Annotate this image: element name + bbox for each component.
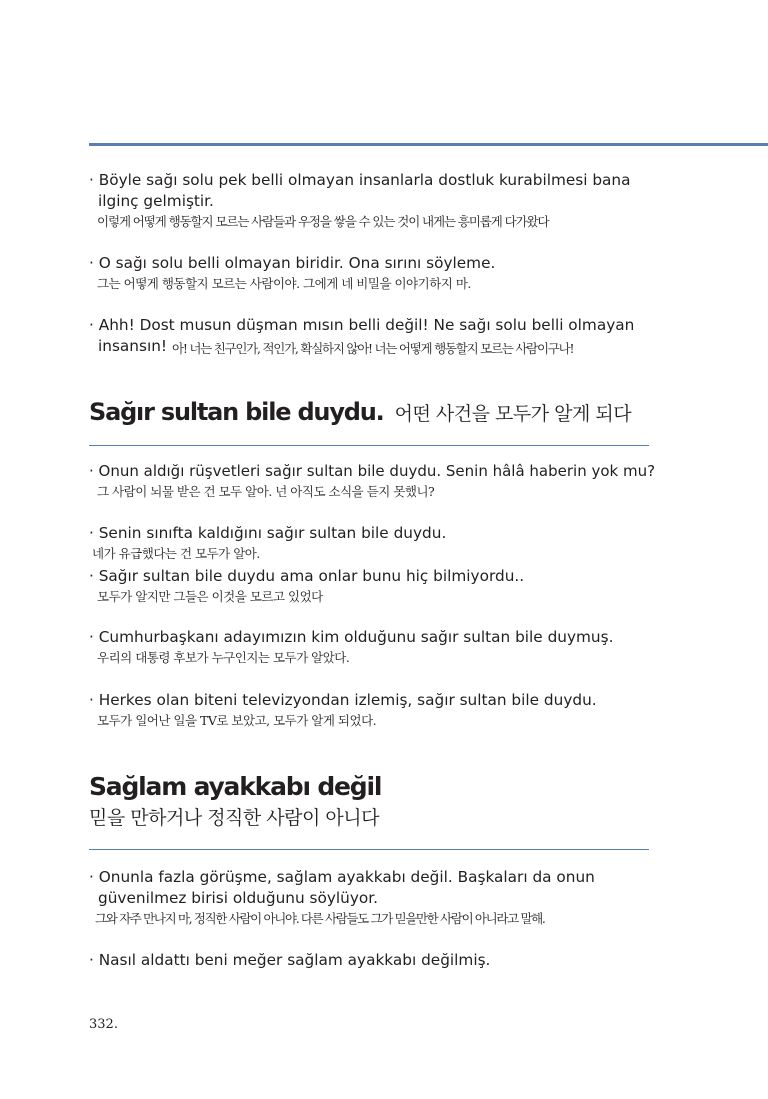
page-number: 332.	[89, 1017, 118, 1032]
example-10	[89, 950, 659, 971]
example-korean: 이렇게 어떻게 행동할지 모르는 사람들과 우정을 쌓을 수 있는 것이 내게는 흥미롭게 다가왔다	[97, 214, 549, 229]
example-6	[89, 566, 659, 606]
section-heading	[89, 398, 631, 426]
example-turkish: · Sağır sultan bile duydu ama onlar bunu hiç bilmiyordu..	[89, 567, 525, 585]
example-5	[89, 523, 659, 563]
example-korean: 모두가 일어난 일을 TV로 보았고, 모두가 알게 되었다.	[97, 713, 377, 728]
example-korean: 우리의 대통령 후보가 누구인지는 모두가 알았다.	[97, 650, 350, 665]
example-turkish: · Onun aldığı rüşvetleri sağır sultan bile duydu. Senin hâlâ haberin yok mu?	[89, 462, 656, 480]
example-9	[89, 867, 629, 928]
example-korean: 모두가 알지만 그들은 이것을 모르고 있었다	[97, 589, 323, 604]
example-korean: 그 사람이 뇌물 받은 건 모두 알아. 넌 아직도 소식을 듣지 못했니?	[97, 484, 435, 499]
example-8	[89, 690, 659, 730]
top-rule	[89, 143, 768, 146]
example-turkish: · Cumhurbaşkanı adayımızın kim olduğunu sağır sultan bile duymuş.	[89, 628, 614, 646]
example-turkish: · Herkes olan biteni televizyondan izlemiş, sağır sultan bile duydu.	[89, 691, 597, 709]
example-turkish: · Ahh! Dost musun düşman mısın belli değil! Ne sağı solu belli olmayan insansın!	[89, 316, 635, 355]
example-turkish: · O sağı solu belli olmayan biridir. Ona sırını söyleme.	[89, 254, 496, 272]
example-korean: 아! 너는 친구인가, 적인가, 확실하지 않아! 너는 어떻게 행동할지 모르는 사람이구나!	[172, 341, 574, 356]
example-7	[89, 627, 659, 667]
example-2	[89, 253, 659, 293]
section-rule	[89, 445, 649, 446]
example-korean: 그와 자주 만나지 마, 정직한 사람이 아니야. 다른 사람들도 그가 믿을만한 사람이 아니라고 말해.	[95, 911, 545, 926]
example-turkish: · Senin sınıfta kaldığını sağır sultan bile duydu.	[89, 524, 447, 542]
section-heading	[89, 772, 381, 830]
example-3	[89, 315, 664, 357]
section-rule	[89, 849, 649, 850]
example-4	[89, 461, 664, 501]
example-turkish: · Böyle sağı solu pek belli olmayan insanlarla dostluk kurabilmesi bana ilginç gelmiştir.	[89, 171, 631, 210]
idiom-title-turkish: Sağlam ayakkabı değil	[89, 772, 382, 801]
example-turkish: · Onunla fazla görüşme, sağlam ayakkabı değil. Başkaları da onun güvenilmez birisi olduğunu söylüyor.	[89, 868, 595, 907]
example-korean: 네가 유급했다는 건 모두가 알아.	[92, 546, 260, 561]
idiom-title-turkish: Sağır sultan bile duydu.	[89, 398, 384, 426]
example-korean: 그는 어떻게 행동할지 모르는 사람이야. 그에게 네 비밀을 이야기하지 마.	[97, 276, 471, 291]
example-turkish: · Nasıl aldattı beni meğer sağlam ayakkabı değilmiş.	[89, 951, 491, 969]
idiom-title-korean: 어떤 사건을 모두가 알게 되다	[394, 403, 632, 425]
example-1	[89, 170, 659, 231]
idiom-title-korean: 믿을 만하거나 정직한 사람이 아니다	[89, 807, 379, 829]
